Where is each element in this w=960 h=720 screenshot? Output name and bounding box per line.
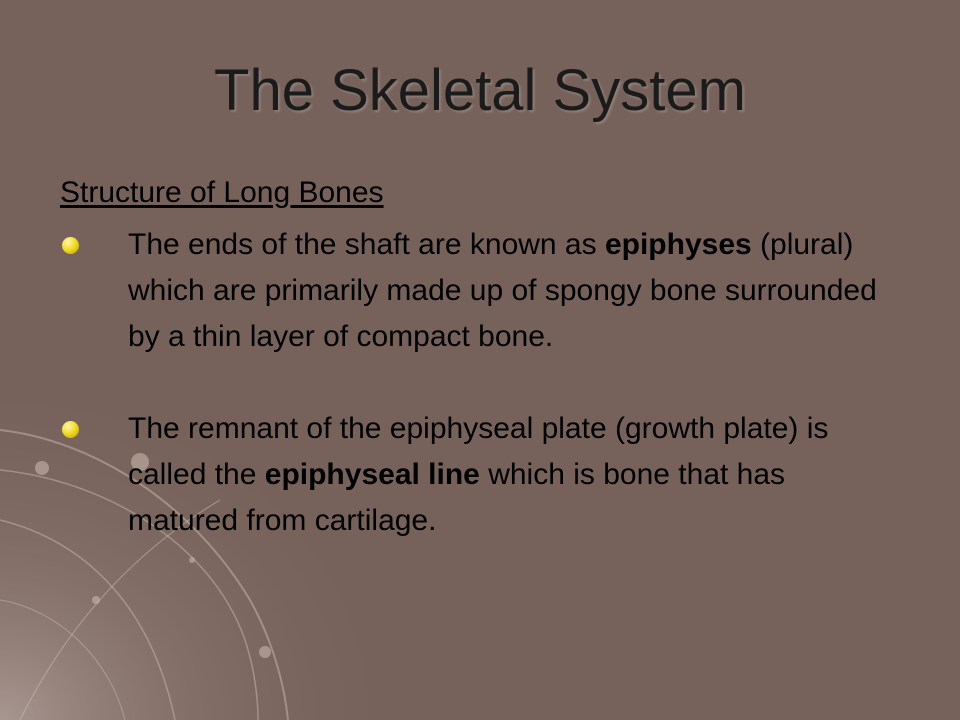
bullet-dot-icon [62,237,79,254]
bullet-item-epiphyses [60,222,900,360]
slide-title: The Skeletal System [214,58,746,123]
section-subheading: Structure of Long Bones [60,176,384,209]
bullet-text-after: which is bone that has matured from cartilage. [128,458,786,537]
bullet-text-before: The remnant of the epiphyseal plate (growth plate) is called the [128,412,829,491]
bullet-term-bold: epiphyses [604,228,752,261]
bullet-dot-icon [62,421,79,438]
bullet-text-before: The ends of the shaft are known as [128,228,605,261]
bullet-text-after: (plural) which are primarily made up of spongy bone surrounded by a thin layer of compact bone. [128,228,877,353]
bullet-list [60,222,900,544]
bullet-term-bold: epiphyseal line [264,458,480,491]
bullet-item-epiphyseal-line [60,406,900,544]
